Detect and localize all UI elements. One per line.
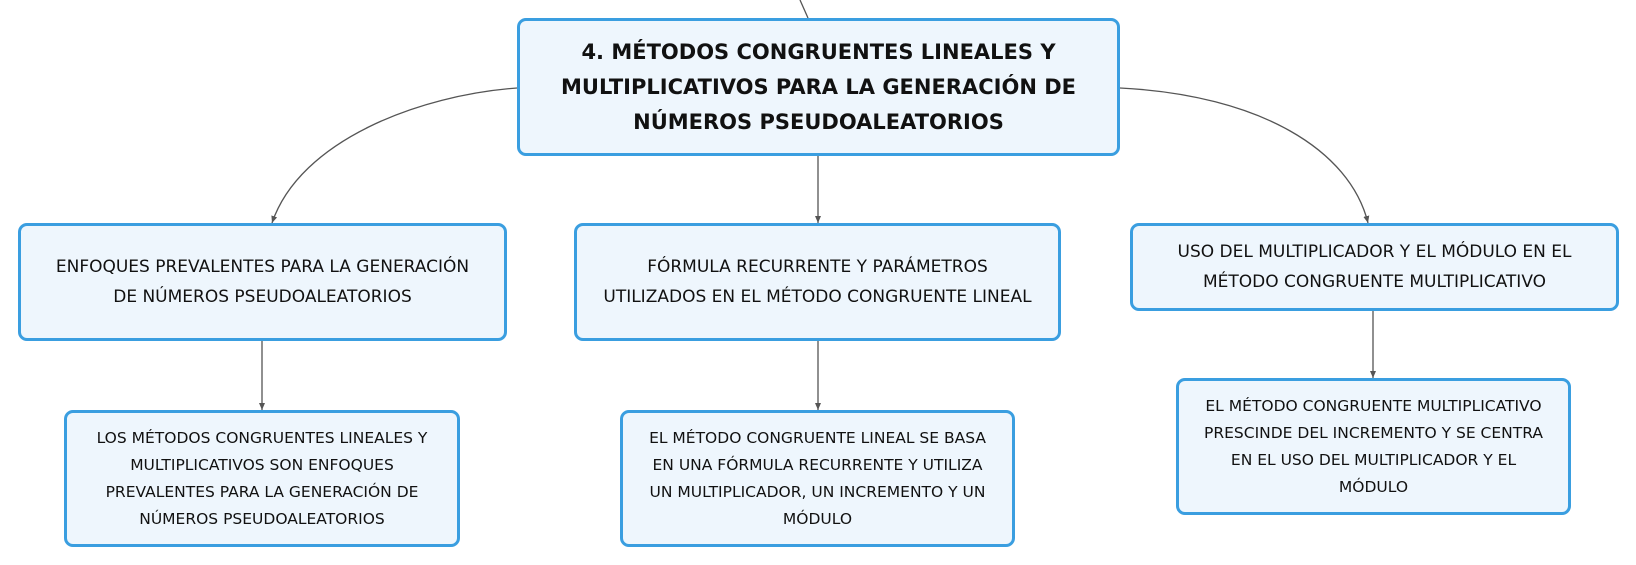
central-topic-node[interactable]	[517, 18, 1120, 156]
detail-node-multiplicador[interactable]	[1176, 378, 1571, 515]
connector-to-parent	[800, 0, 808, 18]
connector-central-to-branch-3	[1120, 88, 1368, 223]
connector-central-to-branch-1	[272, 88, 517, 223]
branch-node-text: FÓRMULA RECURRENTE Y PARÁMETROS UTILIZADOS EN EL MÉTODO CONGRUENTE LINEAL	[603, 257, 1032, 307]
detail-node-enfoques[interactable]	[64, 410, 460, 547]
branch-node-text: ENFOQUES PREVALENTES PARA LA GENERACIÓN DE NÚMEROS PSEUDOALEATORIOS	[55, 257, 470, 307]
detail-node-formula[interactable]	[620, 410, 1015, 547]
detail-node-text: LOS MÉTODOS CONGRUENTES LINEALES Y MULTIPLICATIVOS SON ENFOQUES PREVALENTES PARA LA GENERACIÓN DE NÚMEROS PSEUDOALEATORIOS	[96, 428, 428, 528]
branch-node-text: USO DEL MULTIPLICADOR Y EL MÓDULO EN EL MÉTODO CONGRUENTE MULTIPLICATIVO	[1177, 242, 1572, 292]
branch-node-multiplicador[interactable]	[1130, 223, 1619, 311]
central-topic-text: 4. MÉTODOS CONGRUENTES LINEALES Y MULTIPLICATIVOS PARA LA GENERACIÓN DE NÚMEROS PSEUDOALEATORIOS	[561, 39, 1076, 134]
branch-node-formula[interactable]	[574, 223, 1061, 341]
branch-node-enfoques[interactable]	[18, 223, 507, 341]
detail-node-text: EL MÉTODO CONGRUENTE LINEAL SE BASA EN UNA FÓRMULA RECURRENTE Y UTILIZA UN MULTIPLICADOR, UN INCREMENTO Y UN MÓDULO	[649, 428, 986, 528]
detail-node-text: EL MÉTODO CONGRUENTE MULTIPLICATIVO PRESCINDE DEL INCREMENTO Y SE CENTRA EN EL USO DEL MULTIPLICADOR Y EL MÓDULO	[1204, 396, 1543, 496]
